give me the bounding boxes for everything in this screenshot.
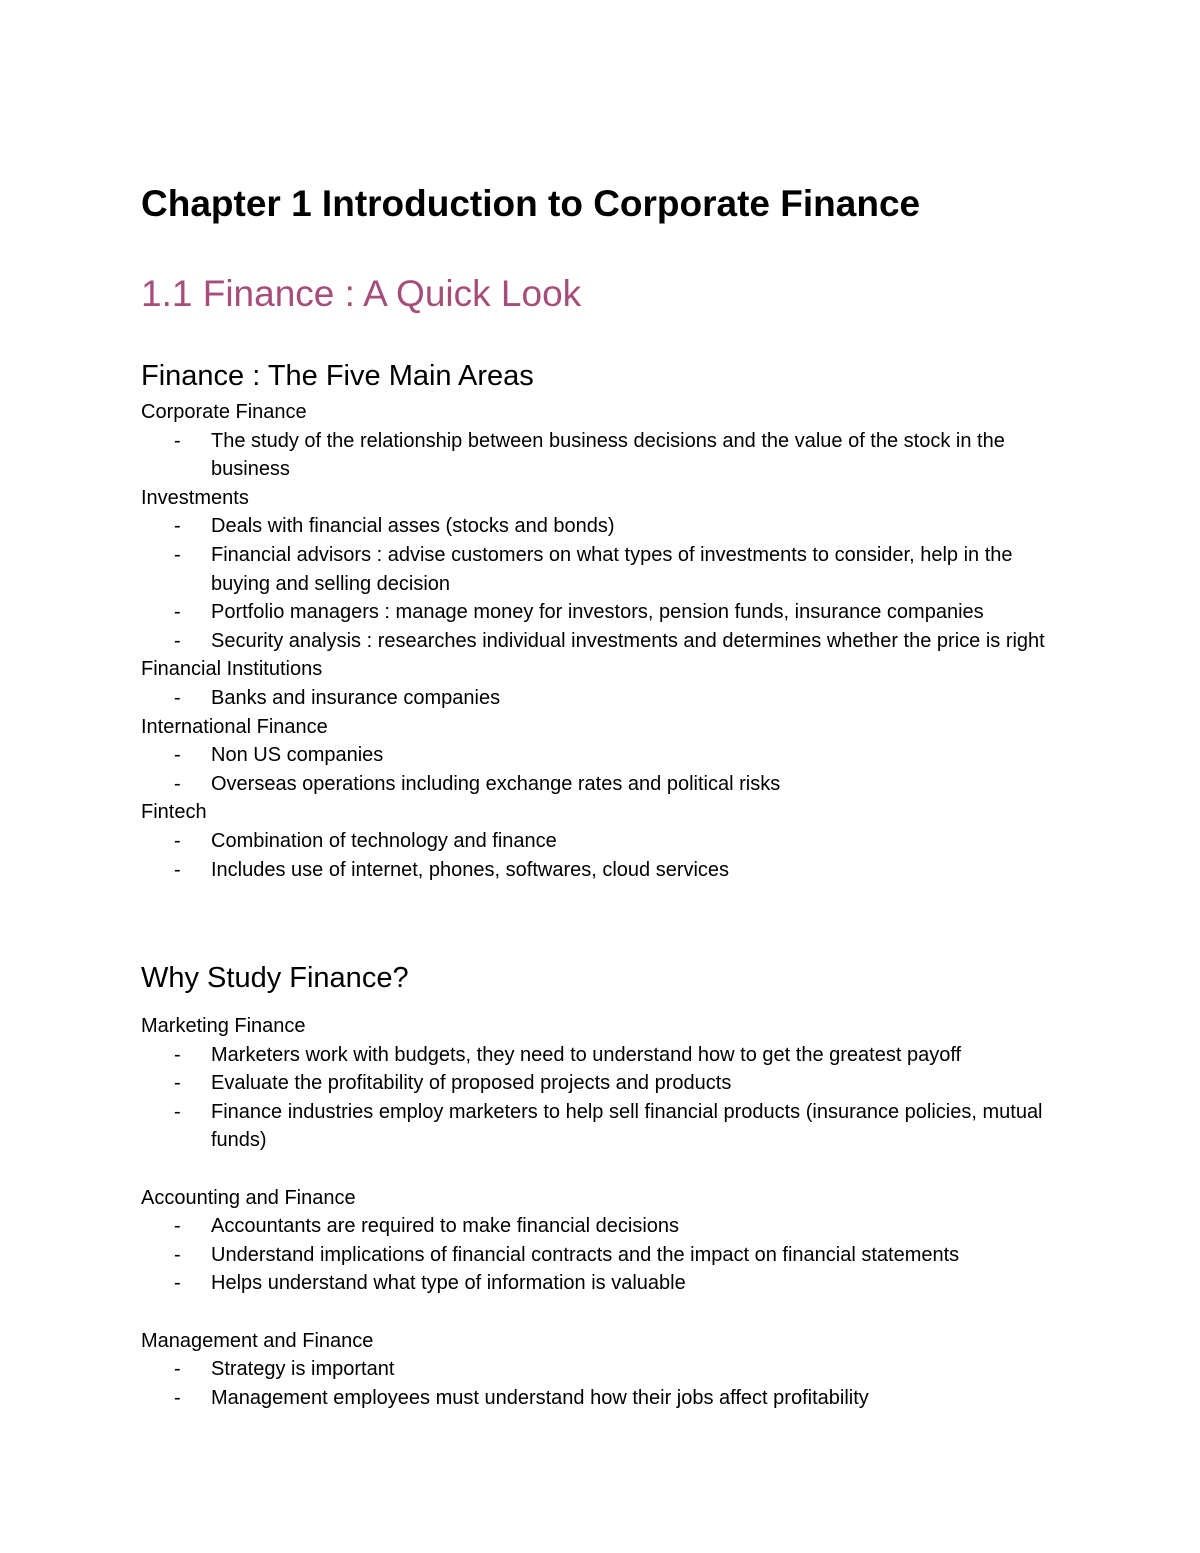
list-item: - Evaluate the profitability of proposed projects and products — [174, 1072, 732, 1095]
management-and-finance-list — [141, 1355, 1061, 1412]
list-item: - Portfolio managers : manage money for investors, pension funds, insurance companies — [174, 601, 984, 624]
list-item: - Includes use of internet, phones, softwares, cloud services — [174, 858, 730, 881]
financial-institutions-list — [141, 684, 1061, 713]
list-item: - Security analysis : researches individual investments and determines whether the price is right — [174, 629, 1045, 652]
group-label-accounting-and-finance: Accounting and Finance — [141, 1186, 356, 1209]
section-title: 1.1 Finance : A Quick Look — [141, 273, 582, 314]
list-item: - Finance industries employ marketers to help sell financial products (insurance policies, mutual funds) — [174, 1100, 1043, 1152]
fintech-list — [141, 827, 1061, 884]
marketing-finance-list — [141, 1041, 1061, 1155]
group-label-corporate-finance: Corporate Finance — [141, 401, 307, 423]
list-item: - Helps understand what type of information is valuable — [174, 1272, 686, 1295]
list-item: - Overseas operations including exchange rates and political risks — [174, 772, 781, 795]
group-label-fintech: Fintech — [141, 801, 207, 824]
list-item: - Accountants are required to make financial decisions — [174, 1215, 680, 1238]
chapter-title: Chapter 1 Introduction to Corporate Finance — [141, 183, 921, 224]
five-main-areas-section — [141, 358, 1061, 884]
group-label-marketing-finance: Marketing Finance — [141, 1015, 306, 1037]
list-item: - Deals with financial asses (stocks and bonds) — [174, 515, 615, 538]
list-item: - Marketers work with budgets, they need to understand how to get the greatest payoff — [174, 1043, 962, 1066]
list-item: - Strategy is important — [174, 1358, 395, 1381]
list-item: - Management employees must understand how their jobs affect profitability — [174, 1386, 869, 1409]
accounting-and-finance-list — [141, 1212, 1061, 1298]
group-label-international-finance: International Finance — [141, 715, 328, 738]
corporate-finance-list — [141, 427, 1061, 484]
why-study-finance-section — [141, 960, 1061, 1412]
group-label-investments: Investments — [141, 486, 249, 509]
list-item: - Banks and insurance companies — [174, 686, 501, 709]
group-label-management-and-finance: Management and Finance — [141, 1329, 374, 1352]
five-main-areas-heading: Finance : The Five Main Areas — [141, 360, 534, 392]
list-item: - Understand implications of financial contracts and the impact on financial statements — [174, 1243, 960, 1266]
list-item: - The study of the relationship between business decisions and the value of the stock in the business — [174, 429, 1005, 481]
list-item: - Non US companies — [174, 744, 384, 767]
why-study-finance-heading: Why Study Finance? — [141, 962, 409, 994]
international-finance-list — [141, 741, 1061, 798]
list-item: - Financial advisors : advise customers on what types of investments to consider, help in the buying and selling decision — [174, 543, 1013, 595]
investments-list — [141, 512, 1061, 655]
group-label-financial-institutions: Financial Institutions — [141, 658, 323, 681]
list-item: - Combination of technology and finance — [174, 829, 557, 852]
